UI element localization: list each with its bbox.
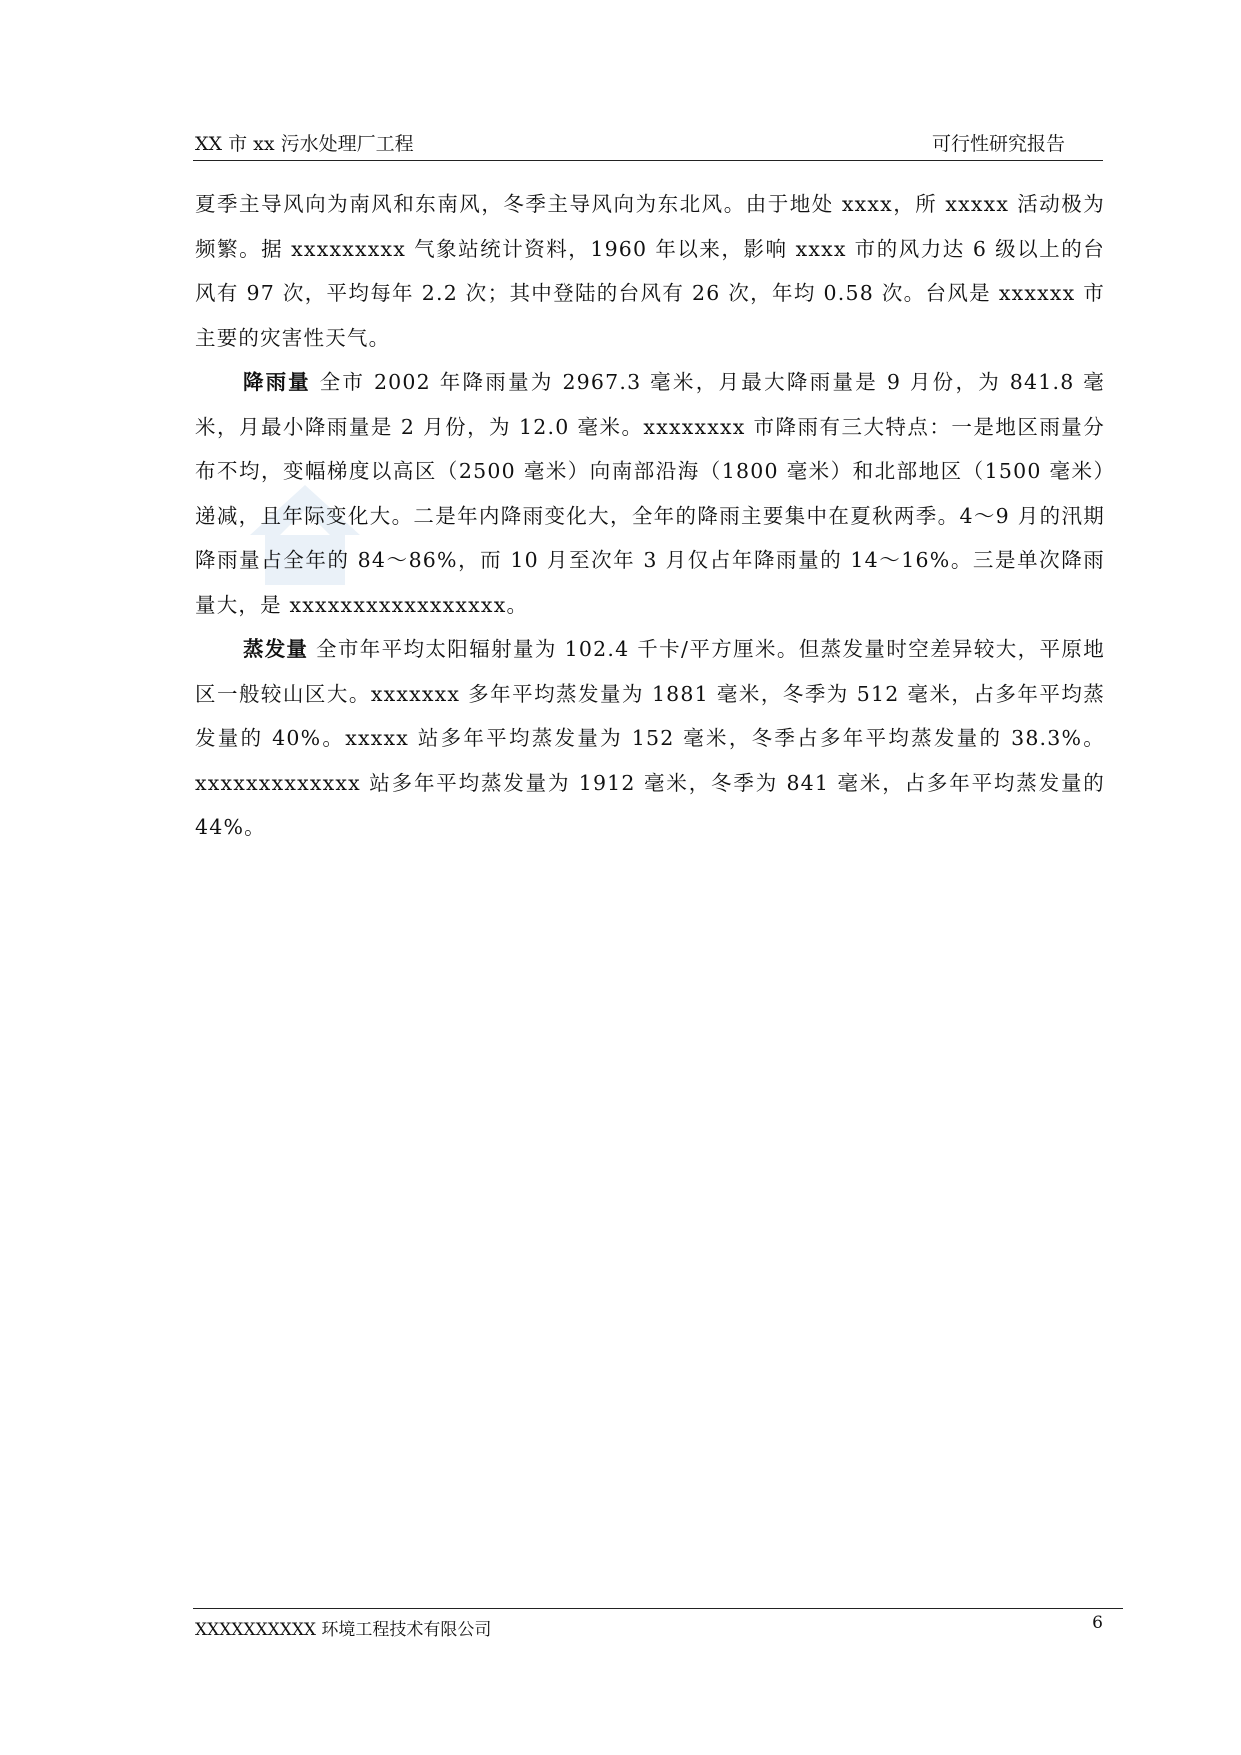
page-header	[193, 130, 1103, 161]
footer-company: XXXXXXXXXX 环境工程技术有限公司	[195, 1620, 492, 1640]
paragraph-evaporation	[195, 627, 1105, 850]
header-report-title: 可行性研究报告	[931, 133, 1065, 155]
rainfall-term: 降雨量	[243, 370, 311, 394]
evaporation-term: 蒸发量	[243, 637, 309, 661]
paragraph-rainfall	[195, 360, 1105, 627]
paragraph-wind: 夏季主导风向为南风和东南风，冬季主导风向为东北风。由于地处 xxxx，所 xxxxx 活动极为频繁。据 xxxxxxxxx 气象站统计资料，1960 年以来，影响 xxxx 市的风力达 6 级以上的台风有 97 次，平均每年 2.2 次；其中登陆的台风有 26 次，年均 0.58 次。台风是 xxxxxx 市主要的灾害性天气。	[195, 192, 1105, 350]
body-content	[195, 182, 1105, 850]
page-footer	[193, 1608, 1123, 1639]
header-project-title: XX 市 xx 污水处理厂工程	[195, 133, 414, 155]
rainfall-text: 全市 2002 年降雨量为 2967.3 毫米，月最大降雨量是 9 月份，为 841.8 毫米，月最小降雨量是 2 月份，为 12.0 毫米。xxxxxxxx 市降雨有三大特点：一是地区雨量分布不均，变幅梯度以高区（2500 毫米）向南部沿海（1800 毫米）和北部地区（1500 毫米）递减，且年际变化大。二是年内降雨变化大，全年的降雨主要集中在夏秋两季。4～9 月的汛期降雨量占全年的 84～86%，而 10 月至次年 3 月仅占年降雨量的 14～16%。三是单次降雨量大，是 xxxxxxxxxxxxxxxxx。	[195, 370, 1105, 617]
page-number: 6	[1092, 1613, 1103, 1633]
evaporation-text: 全市年平均太阳辐射量为 102.4 千卡/平方厘米。但蒸发量时空差异较大，平原地区一般较山区大。xxxxxxx 多年平均蒸发量为 1881 毫米，冬季为 512 毫米，占多年平均蒸发量的 40%。xxxxx 站多年平均蒸发量为 152 毫米，冬季占多年平均蒸发量的 38.3%。xxxxxxxxxxxxx 站多年平均蒸发量为 1912 毫米，冬季为 841 毫米，占多年平均蒸发量的 44%。	[195, 637, 1106, 839]
